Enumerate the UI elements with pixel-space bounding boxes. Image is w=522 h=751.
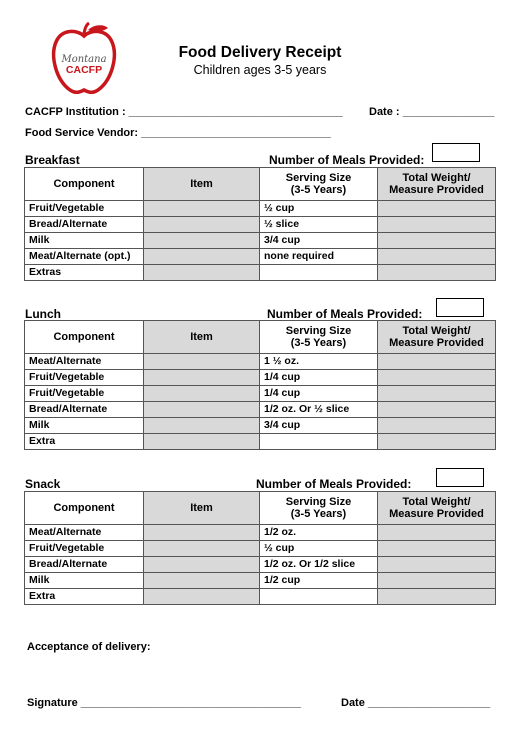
snack-title: Snack <box>25 477 61 491</box>
item-cell[interactable] <box>144 525 260 541</box>
component-cell: Extras <box>25 265 144 281</box>
serving-cell: 1 ½ oz. <box>260 354 378 370</box>
item-cell[interactable] <box>144 370 260 386</box>
item-cell[interactable] <box>144 557 260 573</box>
table-row <box>25 370 496 386</box>
logo-text-cacfp: CACFP <box>65 64 103 76</box>
breakfast-table <box>24 167 496 281</box>
component-cell: Extra <box>25 434 144 450</box>
item-cell[interactable] <box>144 201 260 217</box>
item-cell[interactable] <box>144 418 260 434</box>
signature-field[interactable]: Signature ____________________________________ <box>27 697 302 709</box>
item-cell[interactable] <box>144 217 260 233</box>
column-header-total: Total Weight/ Measure Provided <box>378 168 496 201</box>
item-cell[interactable] <box>144 386 260 402</box>
serving-cell <box>260 589 378 605</box>
lunch-table <box>24 320 496 450</box>
column-header-item: Item <box>144 321 260 354</box>
serving-cell: 1/4 cup <box>260 370 378 386</box>
component-cell: Meat/Alternate (opt.) <box>25 249 144 265</box>
column-header-item: Item <box>144 492 260 525</box>
component-cell: Extra <box>25 589 144 605</box>
table-row <box>25 386 496 402</box>
logo-text-montana: Montana <box>61 54 107 65</box>
table-row <box>25 541 496 557</box>
serving-cell: ½ cup <box>260 201 378 217</box>
item-cell[interactable] <box>144 402 260 418</box>
breakfast-title: Breakfast <box>25 153 80 167</box>
total-cell[interactable] <box>378 573 496 589</box>
table-row <box>25 573 496 589</box>
acceptance-label: Acceptance of delivery: <box>27 641 151 653</box>
serving-cell: 3/4 cup <box>260 418 378 434</box>
table-row <box>25 434 496 450</box>
snack-table <box>24 491 496 605</box>
lunch-meals-label: Number of Meals Provided: <box>267 307 423 321</box>
footer-date-field[interactable]: Date ____________________ <box>341 697 491 709</box>
serving-cell <box>260 434 378 450</box>
column-header-component: Component <box>25 168 144 201</box>
total-cell[interactable] <box>378 249 496 265</box>
component-cell: Milk <box>25 573 144 589</box>
total-cell[interactable] <box>378 589 496 605</box>
component-cell: Fruit/Vegetable <box>25 541 144 557</box>
total-cell[interactable] <box>378 201 496 217</box>
breakfast-meals-input[interactable] <box>432 143 480 162</box>
serving-cell: 1/2 oz. Or ½ slice <box>260 402 378 418</box>
total-cell[interactable] <box>378 386 496 402</box>
serving-cell: 1/2 oz. Or 1/2 slice <box>260 557 378 573</box>
component-cell: Meat/Alternate <box>25 354 144 370</box>
snack-meals-input[interactable] <box>436 468 484 487</box>
serving-cell <box>260 265 378 281</box>
table-row <box>25 217 496 233</box>
item-cell[interactable] <box>144 354 260 370</box>
component-cell: Bread/Alternate <box>25 557 144 573</box>
lunch-meals-input[interactable] <box>436 298 484 317</box>
serving-cell: 1/4 cup <box>260 386 378 402</box>
component-cell: Fruit/Vegetable <box>25 386 144 402</box>
item-cell[interactable] <box>144 265 260 281</box>
table-row <box>25 265 496 281</box>
item-cell[interactable] <box>144 233 260 249</box>
table-row <box>25 354 496 370</box>
total-cell[interactable] <box>378 557 496 573</box>
item-cell[interactable] <box>144 541 260 557</box>
total-cell[interactable] <box>378 525 496 541</box>
lunch-title: Lunch <box>25 307 61 321</box>
page-title: Food Delivery Receipt <box>178 44 342 61</box>
component-cell: Milk <box>25 418 144 434</box>
total-cell[interactable] <box>378 434 496 450</box>
component-cell: Meat/Alternate <box>25 525 144 541</box>
snack-meals-label: Number of Meals Provided: <box>256 477 412 491</box>
item-cell[interactable] <box>144 573 260 589</box>
serving-cell: 1/2 cup <box>260 573 378 589</box>
total-cell[interactable] <box>378 402 496 418</box>
total-cell[interactable] <box>378 541 496 557</box>
table-row <box>25 233 496 249</box>
component-cell: Bread/Alternate <box>25 217 144 233</box>
column-header-total: Total Weight/ Measure Provided <box>378 321 496 354</box>
serving-cell: ½ cup <box>260 541 378 557</box>
total-cell[interactable] <box>378 354 496 370</box>
serving-cell: ½ slice <box>260 217 378 233</box>
column-header-serving: Serving Size (3-5 Years) <box>260 492 378 525</box>
institution-field[interactable]: CACFP Institution : ___________________________________ <box>25 106 343 118</box>
table-row <box>25 249 496 265</box>
column-header-total: Total Weight/ Measure Provided <box>378 492 496 525</box>
item-cell[interactable] <box>144 434 260 450</box>
table-row <box>25 589 496 605</box>
table-row <box>25 418 496 434</box>
component-cell: Bread/Alternate <box>25 402 144 418</box>
total-cell[interactable] <box>378 233 496 249</box>
serving-cell: 1/2 oz. <box>260 525 378 541</box>
table-row <box>25 525 496 541</box>
item-cell[interactable] <box>144 589 260 605</box>
montana-cacfp-apple-logo <box>48 22 120 96</box>
serving-cell: none required <box>260 249 378 265</box>
table-row <box>25 402 496 418</box>
column-header-serving: Serving Size (3-5 Years) <box>260 321 378 354</box>
total-cell[interactable] <box>378 265 496 281</box>
column-header-component: Component <box>25 321 144 354</box>
component-cell: Fruit/Vegetable <box>25 201 144 217</box>
total-cell[interactable] <box>378 217 496 233</box>
table-row <box>25 557 496 573</box>
component-cell: Fruit/Vegetable <box>25 370 144 386</box>
column-header-item: Item <box>144 168 260 201</box>
total-cell[interactable] <box>378 370 496 386</box>
serving-cell: 3/4 cup <box>260 233 378 249</box>
item-cell[interactable] <box>144 249 260 265</box>
date-field[interactable]: Date : _______________ <box>369 106 495 118</box>
table-row <box>25 201 496 217</box>
column-header-serving: Serving Size (3-5 Years) <box>260 168 378 201</box>
component-cell: Milk <box>25 233 144 249</box>
vendor-field[interactable]: Food Service Vendor: _______________________________ <box>25 127 331 139</box>
total-cell[interactable] <box>378 418 496 434</box>
column-header-component: Component <box>25 492 144 525</box>
breakfast-meals-label: Number of Meals Provided: <box>269 153 425 167</box>
page-subtitle: Children ages 3-5 years <box>193 63 327 77</box>
